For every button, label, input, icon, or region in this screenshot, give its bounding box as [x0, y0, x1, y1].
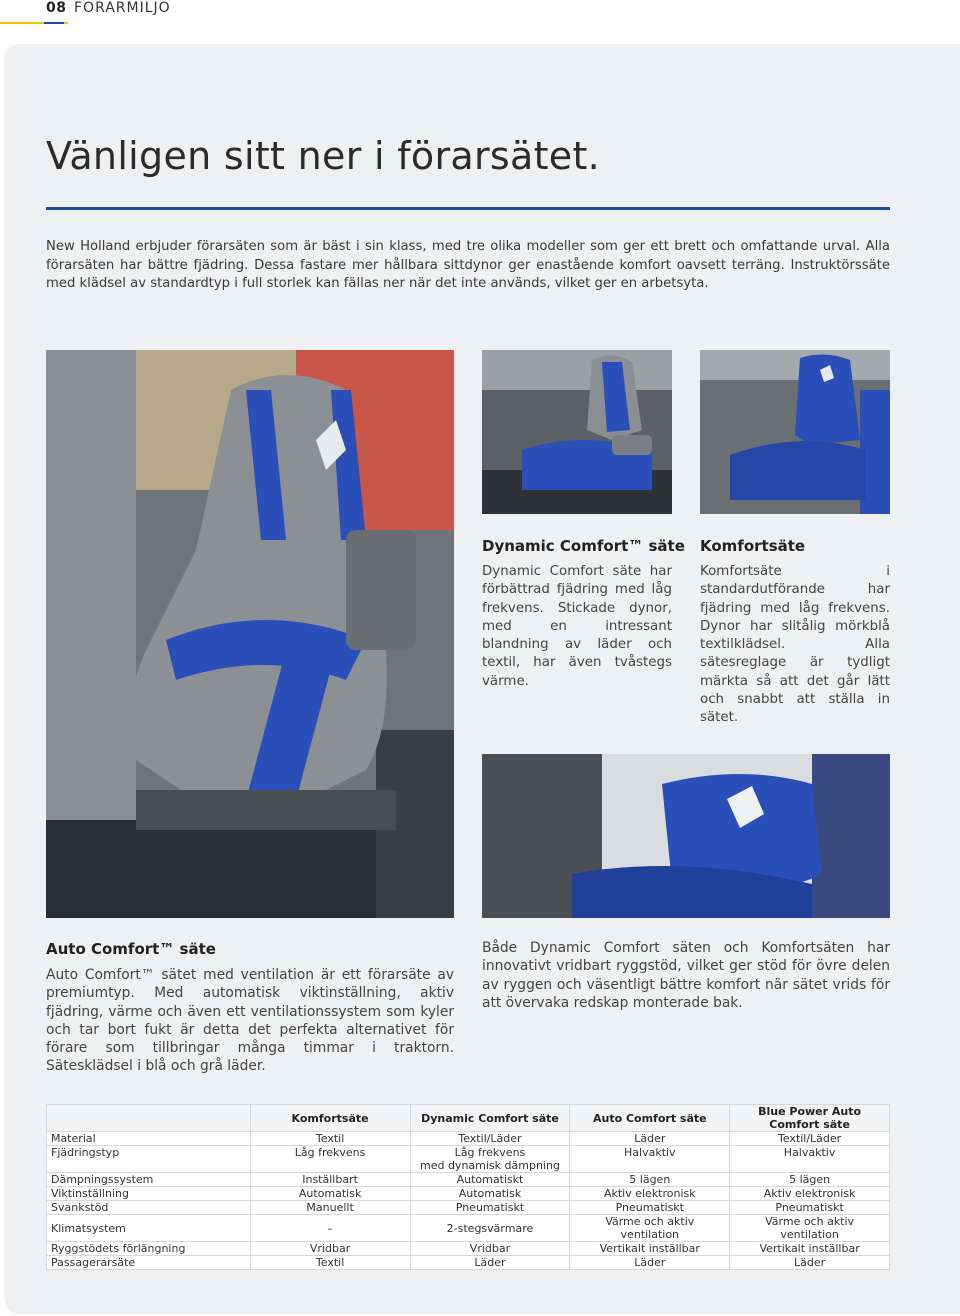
- table-cell: Textil/Läder: [410, 1132, 570, 1146]
- column-header: Komfortsäte: [250, 1105, 410, 1132]
- auto-comfort-heading: Auto Comfort™ säte: [46, 940, 216, 958]
- dynamic-comfort-seat-photo: [482, 350, 672, 514]
- table-cell: Automatisk: [250, 1187, 410, 1201]
- table-cell: Pneumatiskt: [730, 1201, 890, 1215]
- table-row: [47, 1201, 890, 1215]
- table-cell: Textil: [250, 1132, 410, 1146]
- table-cell: Automatisk: [410, 1187, 570, 1201]
- auto-comfort-seat-photo: [46, 350, 454, 918]
- table-row: [47, 1256, 890, 1270]
- table-cell: 5 lägen: [730, 1173, 890, 1187]
- table-cell: Vridbar: [410, 1242, 570, 1256]
- column-header: Dynamic Comfort säte: [410, 1105, 570, 1132]
- intro-paragraph: New Holland erbjuder förarsäten som är bäst i sin klass, med tre olika modeller som ger ett brett och omfattande urval. Alla förarsäten har bättre fjädring. Dessa fastare mer hållbara sittdynor ger enastående komfort oavsett terräng. Instruktörssäte med klädsel av standardtyp i full storlek kan fällas ner när det inte används, vilket ger en arbetsyta.: [46, 239, 890, 291]
- row-label: Dämpningssystem: [47, 1173, 251, 1187]
- table-cell: 5 lägen: [570, 1173, 730, 1187]
- rotation-paragraph: Både Dynamic Comfort säten och Komfortsäten har innovativt vridbart ryggstöd, vilket ger stöd för övre delen av ryggen och väsentligt bättre komfort när sätet vrids för att övervaka redskap monterade bak.: [482, 940, 890, 1011]
- row-label: Klimatsystem: [47, 1215, 251, 1242]
- auto-comfort-text: Auto Comfort™ sätet med ventilation är ett förarsäte av premiumtyp. Med automatisk viktinställning, aktiv fjädring, värme och även ett ventilationssystem som kyler och tar bort fukt är detta det perfekta alternativet för förare som tillbringar många timmar i traktorn. Sätesklädsel i blå och grå läder.: [46, 967, 454, 1075]
- table-cell: Pneumatiskt: [570, 1201, 730, 1215]
- table-cell: Läder: [570, 1256, 730, 1270]
- row-label: Fjädringstyp: [47, 1146, 251, 1173]
- headrest-photo: [482, 754, 890, 918]
- table-row: [47, 1242, 890, 1256]
- section-title: FÖRARMILJÖ: [74, 0, 171, 16]
- table-cell: Inställbart: [250, 1173, 410, 1187]
- table-cell: Vertikalt inställbar: [730, 1242, 890, 1256]
- table-cell: Halvaktiv: [730, 1146, 890, 1173]
- row-label: Material: [47, 1132, 251, 1146]
- table-row: [47, 1173, 890, 1187]
- title-rule: [46, 207, 890, 210]
- column-header: Auto Comfort säte: [570, 1105, 730, 1132]
- table-cell: Pneumatiskt: [410, 1201, 570, 1215]
- table-cell: Vridbar: [250, 1242, 410, 1256]
- row-label: Ryggstödets förlängning: [47, 1242, 251, 1256]
- table-cell: Värme och aktiv ventilation: [730, 1215, 890, 1242]
- table-cell: Manuellt: [250, 1201, 410, 1215]
- table-cell: Aktiv elektronisk: [570, 1187, 730, 1201]
- page-number: 08: [46, 0, 67, 16]
- komfort-heading: Komfortsäte: [700, 537, 806, 555]
- table-row: [47, 1132, 890, 1146]
- row-label: Viktinställning: [47, 1187, 251, 1201]
- table-header-row: [47, 1105, 890, 1132]
- column-header: Blue Power Auto Comfort säte: [730, 1105, 890, 1132]
- table-cell: Textil: [250, 1256, 410, 1270]
- table-cell: Värme och aktiv ventilation: [570, 1215, 730, 1242]
- row-label: Passagerarsäte: [47, 1256, 251, 1270]
- table-row: [47, 1146, 890, 1173]
- table-cell: Vertikalt inställbar: [570, 1242, 730, 1256]
- page-title: Vänligen sitt ner i förarsätet.: [46, 134, 601, 178]
- table-cell: Automatiskt: [410, 1173, 570, 1187]
- header-accent-blue: [44, 22, 64, 24]
- table-cell: Låg frekvens: [250, 1146, 410, 1173]
- table-cell: Textil/Läder: [730, 1132, 890, 1146]
- table-cell: Halvaktiv: [570, 1146, 730, 1173]
- seat-spec-table: [46, 1104, 890, 1270]
- dynamic-comfort-text: Dynamic Comfort säte har förbättrad fjädring med låg frekvens. Stickade dynor, med en intressant blandning av läder och textil, har även tvåstegs värme.: [482, 564, 672, 689]
- table-cell: –: [250, 1215, 410, 1242]
- table-cell: Läder: [410, 1256, 570, 1270]
- komfort-seat-photo: [700, 350, 890, 514]
- row-label: Svankstöd: [47, 1201, 251, 1215]
- page-header: [0, 0, 960, 30]
- dynamic-comfort-heading: Dynamic Comfort™ säte: [482, 537, 685, 555]
- table-corner: [47, 1105, 251, 1132]
- table-cell: Låg frekvens med dynamisk dämpning: [410, 1146, 570, 1173]
- table-row: [47, 1187, 890, 1201]
- table-cell: Läder: [570, 1132, 730, 1146]
- table-cell: 2-stegsvärmare: [410, 1215, 570, 1242]
- komfort-text: Komfortsäte i standardutförande har fjädring med låg frekvens. Dynor har slitålig mörkblå textilklädsel. Alla sätesreglage är tydligt märkta så att det går lätt och snabbt att ställa in sätet.: [700, 564, 890, 726]
- table-cell: Läder: [730, 1256, 890, 1270]
- table-row: [47, 1215, 890, 1242]
- table-cell: Aktiv elektronisk: [730, 1187, 890, 1201]
